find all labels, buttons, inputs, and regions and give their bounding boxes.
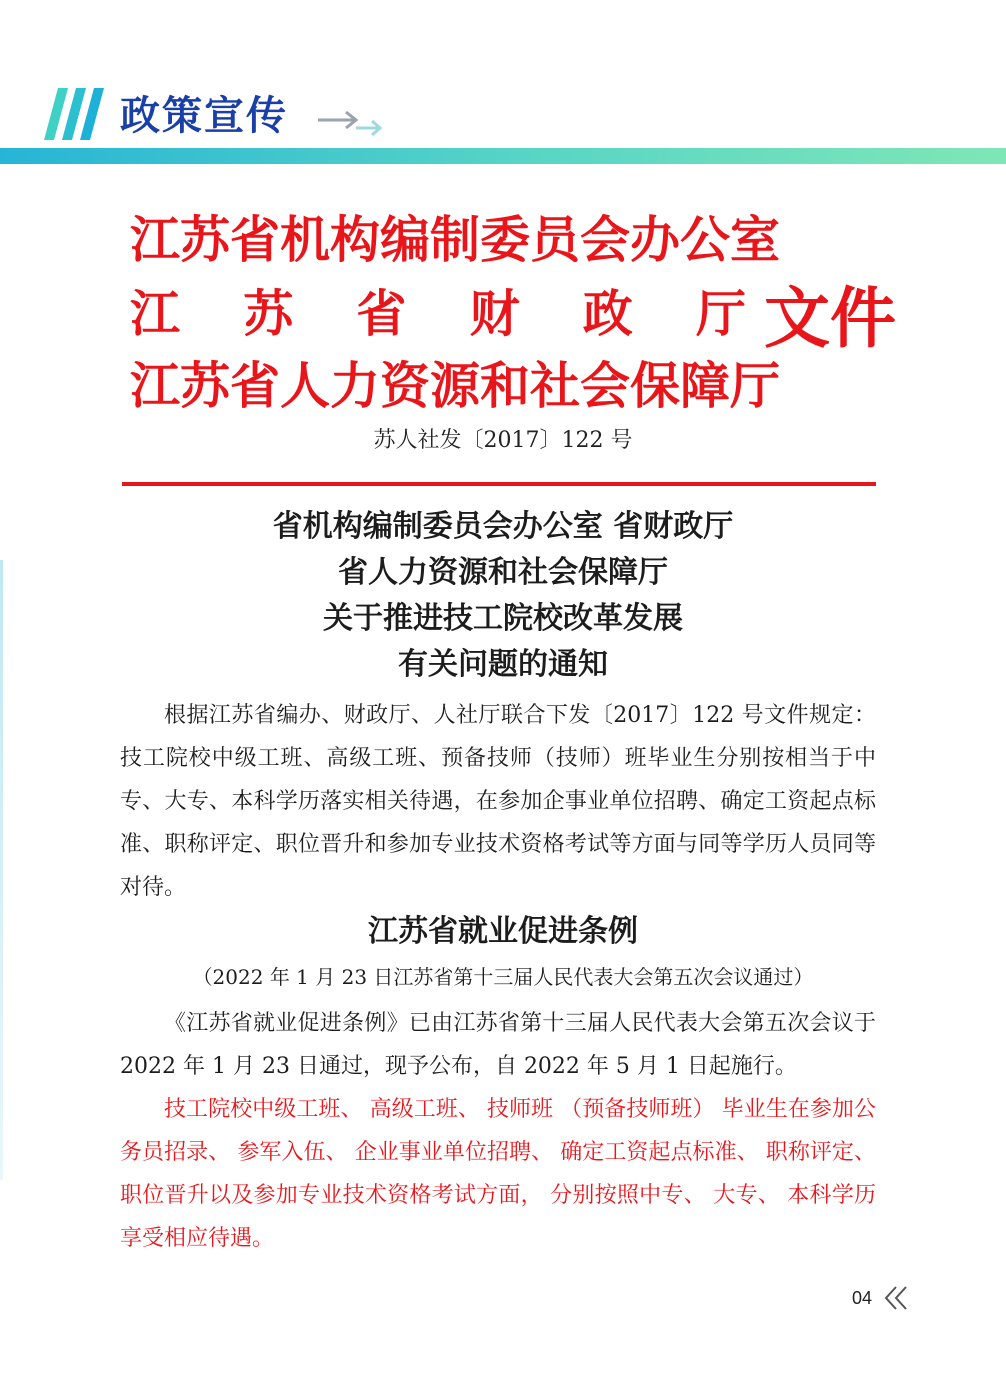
notice-title-line: 有关问题的通知 [398, 647, 608, 682]
org-line-2-char: 财 [469, 284, 520, 343]
regulation-highlight: 技工院校中级工班、 高级工班、 技师班 （预备技师班） 毕业生在参加公务员招录、 参军入伍、 企业事业单位招聘、 确定工资起点标准、 职称评定、 职位晋升以及参加专业技术资格考试方面， 分别按照中专、 大专、 本科学历享受相应待遇。 [120, 1097, 876, 1251]
notice-title-line: 省机构编制委员会办公室 省财政厅 [272, 509, 734, 544]
header-bar [0, 148, 1006, 164]
org-line-1: 江苏省机构编制委员会办公室 [130, 210, 780, 269]
org-line-2 [130, 284, 746, 344]
double-arrow-right-icon [316, 108, 386, 136]
org-line-2-char: 厅 [695, 284, 746, 343]
slash-stripes-icon [44, 88, 114, 140]
document-number: 苏人社发〔2017〕122 号 [373, 428, 633, 453]
org-line-2-char: 苏 [243, 284, 294, 343]
section-title: 政策宣传 [120, 92, 288, 139]
regulation-subtitle: （2022 年 1 月 23 日江苏省第十三届人民代表大会第五次会议通过） [192, 965, 814, 989]
regulation-title: 江苏省就业促进条例 [368, 914, 638, 949]
org-line-2-char: 政 [582, 284, 633, 343]
double-chevron-left-icon [882, 1284, 912, 1312]
page-number: 04 [852, 1288, 873, 1308]
page-edge-decoration [0, 560, 3, 1180]
notice-title-line: 关于推进技工院校改革发展 [323, 601, 683, 636]
regulation-body: 《江苏省就业促进条例》已由江苏省第十三届人民代表大会第五次会议于 2022 年 1 月 23 日通过，现予公布，自 2022 年 5 月 1 日起施行。 [120, 1011, 876, 1079]
org-line-2-char: 省 [356, 284, 407, 343]
red-divider [122, 482, 876, 486]
notice-title-line: 省人力资源和社会保障厅 [338, 555, 668, 590]
org-line-2-char: 江 [130, 284, 180, 343]
org-line-3: 江苏省人力资源和社会保障厅 [130, 356, 780, 415]
document-suffix: 文件 [764, 279, 896, 357]
notice-body: 根据江苏省编办、财政厅、人社厅联合下发〔2017〕122 号文件规定：技工院校中级工班、高级工班、预备技师（技师）班毕业生分别按相当于中专、大专、本科学历落实相关待遇，在参加企事业单位招聘、确定工资起点标准、职称评定、职位晋升和参加专业技术资格考试等方面与同等学历人员同等对待。 [120, 703, 876, 900]
